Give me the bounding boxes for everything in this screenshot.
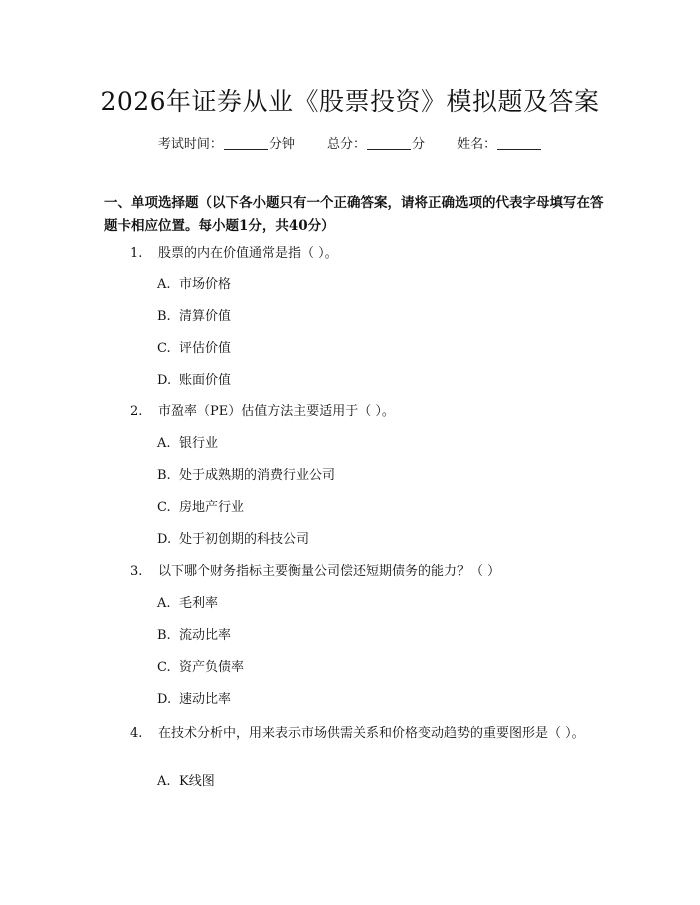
section-heading: 一、单项选择题（以下各小题只有一个正确答案，请将正确选项的代表字母填写在答题卡相应位置。每小题1分，共40分）	[104, 195, 604, 234]
question-2	[130, 400, 395, 423]
option-text: 速动比率	[179, 692, 232, 707]
question-1	[130, 242, 338, 265]
option-letter: C.	[157, 500, 171, 515]
option-2a	[157, 434, 218, 454]
total-score-unit: 分	[412, 137, 426, 152]
option-text: 流动比率	[179, 628, 232, 643]
option-3a	[157, 594, 218, 614]
name-label: 姓名：	[457, 137, 497, 152]
option-letter: A.	[157, 277, 171, 292]
option-text: 清算价值	[179, 309, 232, 324]
option-letter: A.	[157, 596, 171, 611]
question-text: 以下哪个财务指标主要衡量公司偿还短期债务的能力？（ ）	[158, 564, 501, 579]
option-text: K线图	[179, 774, 215, 789]
question-text-block	[104, 722, 604, 746]
option-1c	[157, 339, 231, 359]
name-blank	[497, 149, 541, 150]
option-1b	[157, 307, 231, 327]
option-letter: B.	[157, 468, 171, 483]
option-letter: C.	[157, 660, 171, 675]
question-number: 2.	[130, 404, 143, 419]
option-letter: B.	[157, 309, 171, 324]
question-text: 在技术分析中，用来表示市场供需关系和价格变动趋势的重要图形是（ ）。	[158, 726, 585, 741]
question-number: 4.	[130, 726, 143, 741]
total-score-label: 总分：	[326, 137, 366, 152]
option-letter: C.	[157, 341, 171, 356]
name-field	[457, 133, 542, 152]
option-3d	[157, 690, 231, 710]
total-score-blank	[367, 149, 411, 150]
option-letter: A.	[157, 436, 171, 451]
option-text: 市场价格	[179, 277, 232, 292]
option-letter: D.	[157, 692, 172, 707]
exam-meta	[0, 133, 700, 152]
option-text: 处于成熟期的消费行业公司	[179, 468, 336, 483]
option-text: 资产负债率	[179, 660, 245, 675]
question-number: 1.	[130, 246, 143, 261]
page-title: 2026年证券从业《股票投资》模拟题及答案	[100, 87, 600, 116]
option-2c	[157, 498, 244, 518]
question-4	[104, 722, 604, 746]
total-score-field	[327, 133, 425, 152]
option-text: 账面价值	[179, 373, 232, 388]
option-4a	[157, 772, 215, 792]
option-text: 毛利率	[179, 596, 219, 611]
option-3c	[157, 658, 244, 678]
option-text: 银行业	[179, 436, 219, 451]
question-text: 市盈率（PE）估值方法主要适用于（ ）。	[158, 404, 395, 419]
option-letter: D.	[157, 532, 172, 547]
option-text: 房地产行业	[179, 500, 245, 515]
question-3	[130, 560, 500, 583]
exam-time-unit: 分钟	[268, 137, 295, 152]
question-number: 3.	[130, 564, 143, 579]
question-text: 股票的内在价值通常是指（ ）。	[158, 246, 338, 261]
exam-time-blank	[224, 149, 268, 150]
exam-time-label: 考试时间：	[157, 137, 223, 152]
option-1d	[157, 371, 231, 391]
option-letter: D.	[157, 373, 172, 388]
option-2b	[157, 466, 335, 486]
exam-time-field	[158, 133, 295, 152]
option-1a	[157, 275, 231, 295]
option-3b	[157, 626, 231, 646]
option-letter: B.	[157, 628, 171, 643]
option-2d	[157, 530, 309, 550]
option-text: 评估价值	[179, 341, 232, 356]
option-letter: A.	[157, 774, 171, 789]
option-text: 处于初创期的科技公司	[179, 532, 310, 547]
